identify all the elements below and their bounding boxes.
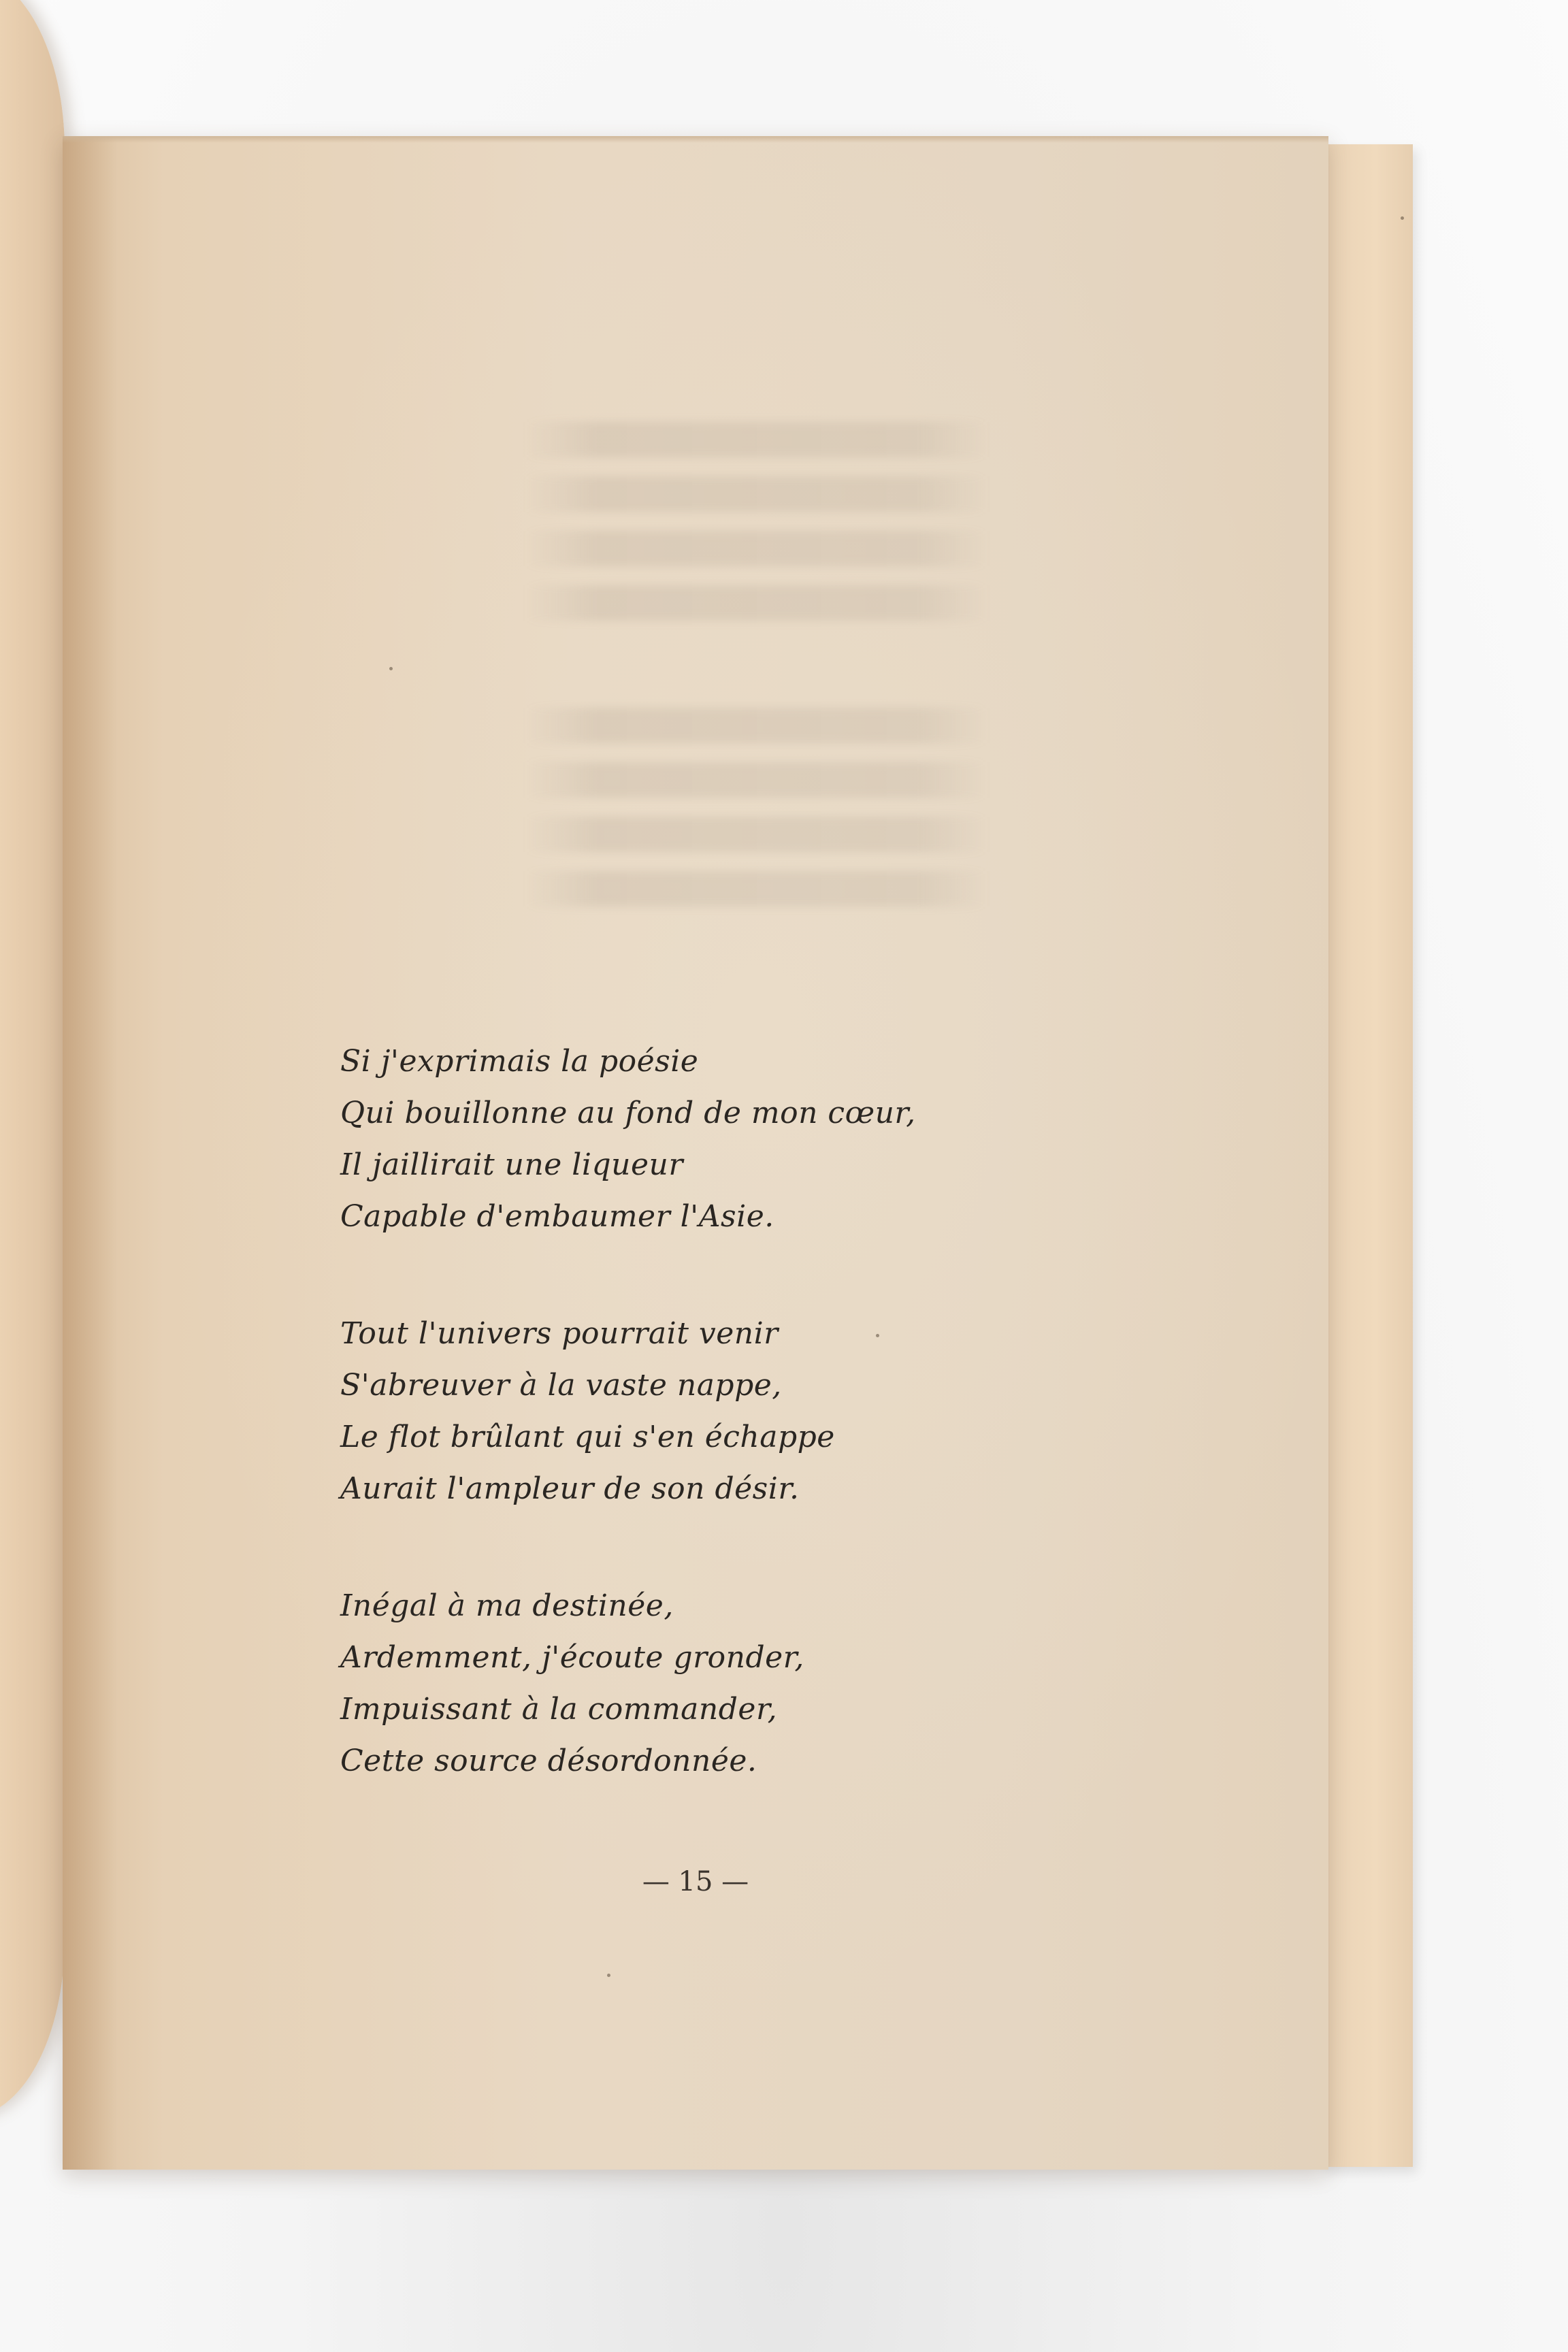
verse-line: Cette source désordonnée. bbox=[340, 1744, 757, 1778]
show-through-text bbox=[525, 422, 988, 457]
show-through-text bbox=[525, 708, 988, 743]
back-page-edge bbox=[1320, 144, 1413, 2167]
verse-line: Ardemment, j'écoute gronder, bbox=[340, 1640, 804, 1675]
show-through-text bbox=[525, 817, 988, 852]
verse-line: Qui bouillonne au fond de mon cœur, bbox=[340, 1096, 916, 1130]
stanza-1 bbox=[340, 1036, 1021, 1243]
verse-line: Capable d'embaumer l'Asie. bbox=[340, 1199, 774, 1234]
page-top-edge bbox=[63, 136, 1328, 143]
left-page-edge bbox=[0, 0, 65, 2117]
book-page bbox=[63, 136, 1328, 2170]
verse-line: Le flot brûlant qui s'en échappe bbox=[340, 1420, 835, 1454]
poem bbox=[340, 1036, 1021, 1787]
verse-line: Il jaillirait une liqueur bbox=[340, 1147, 683, 1182]
verse-line: Inégal à ma destinée, bbox=[340, 1588, 674, 1623]
paper-speck bbox=[607, 1974, 610, 1977]
stanza-3 bbox=[340, 1580, 1021, 1787]
show-through-text bbox=[525, 585, 988, 621]
verse-line: Si j'exprimais la poésie bbox=[340, 1044, 699, 1079]
paper-speck bbox=[389, 667, 393, 670]
show-through-text bbox=[525, 531, 988, 566]
verse-line: Aurait l'ampleur de son désir. bbox=[340, 1471, 800, 1506]
show-through-text bbox=[525, 871, 988, 906]
page-gutter-shadow bbox=[63, 136, 117, 2170]
speck bbox=[1401, 216, 1404, 220]
verse-line: Impuissant à la commander, bbox=[340, 1692, 778, 1727]
show-through-text bbox=[525, 762, 988, 798]
verse-line: S'abreuver à la vaste nappe, bbox=[340, 1368, 782, 1403]
show-through-text bbox=[525, 476, 988, 512]
verse-line: Tout l'univers pourrait venir bbox=[340, 1316, 779, 1351]
stanza-2 bbox=[340, 1308, 1021, 1515]
page-number: — 15 — bbox=[642, 1866, 749, 1897]
